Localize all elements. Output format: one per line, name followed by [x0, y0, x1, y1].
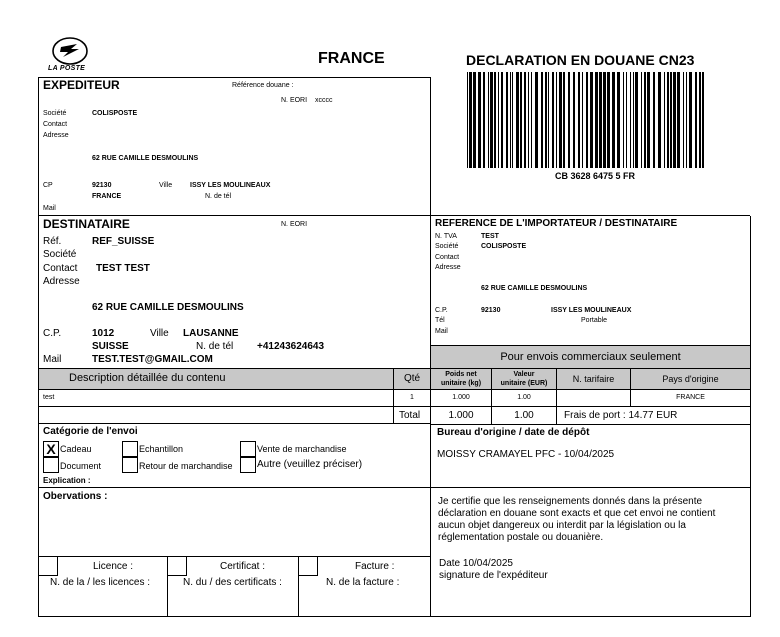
certificate-checkbox[interactable] [167, 556, 187, 576]
importer-tva-value: TEST [481, 233, 499, 240]
importer-societe-label: Société [435, 243, 459, 250]
certification-signature: signature de l'expéditeur [439, 570, 548, 581]
sender-ville-label: Ville [159, 182, 173, 189]
sale-checkbox[interactable] [240, 441, 256, 457]
total-weight: 1.000 [448, 410, 474, 421]
sender-tel-label: N. de tél [205, 193, 232, 200]
la-poste-bird-icon [46, 36, 94, 66]
importer-societe-value: COLISPOSTE [481, 243, 527, 250]
gift-label: Cadeau [60, 444, 92, 454]
table-row-origin: FRANCE [676, 394, 705, 401]
importer-address-value: 62 RUE CAMILLE DESMOULINS [481, 285, 588, 292]
sender-heading: EXPEDITEUR [43, 78, 120, 92]
recipient-ville-value: LAUSANNE [183, 328, 239, 339]
document-title: DECLARATION EN DOUANE CN23 [466, 52, 695, 68]
certificate-number-label: N. du / des certificats : [183, 577, 282, 588]
document-label: Document [60, 461, 102, 471]
sender-cp-value: 92130 [92, 182, 112, 189]
importer-tel-label: Tél [435, 317, 445, 324]
other-label: Autre (veuillez préciser) [257, 459, 363, 470]
office-heading: Bureau d'origine / date de dépôt [437, 427, 590, 438]
returned-checkbox[interactable] [122, 457, 138, 473]
licence-checkbox[interactable] [38, 556, 58, 576]
document-checkbox[interactable] [43, 457, 59, 473]
sender-eori-label: N. EORI [281, 97, 308, 104]
sender-societe-label: Société [43, 110, 67, 117]
table-header-value [492, 369, 556, 389]
certification-text: Je certifie que les renseignements donnés dans la présente déclaration en douane sont exacts et que cet envoi ne contient aucun objet dangereux ou interdit par la législation ou la réglementation postale ou douanière. [438, 496, 716, 543]
sender-mail-label: Mail [43, 205, 56, 212]
certificate-label: Certificat : [220, 561, 266, 572]
table-header-weight-line2: unitaire (kg) [440, 380, 482, 387]
recipient-ville-label: Ville [150, 328, 169, 339]
importer-tva-label: N. TVA [435, 233, 457, 240]
recipient-ref-value: REF_SUISSE [92, 236, 155, 247]
importer-city-value: ISSY LES MOULINEAUX [551, 307, 632, 314]
table-row-weight: 1.000 [452, 394, 470, 401]
importer-heading: REFERENCE DE L'IMPORTATEUR / DESTINATAIRE [435, 218, 678, 229]
recipient-societe-label: Société [43, 249, 77, 260]
explanation-label: Explication : [43, 476, 91, 485]
sample-label: Echantillon [139, 444, 184, 454]
barcode-number: CB 3628 6475 5 FR [555, 171, 636, 181]
table-header-weight [431, 369, 491, 389]
table-row-description: test [43, 394, 55, 401]
sample-checkbox[interactable] [122, 441, 138, 457]
sender-contact-label: Contact [43, 121, 68, 128]
importer-cp-value: 92130 [481, 307, 501, 314]
licence-label: Licence : [93, 561, 134, 572]
importer-mail-label: Mail [435, 328, 448, 335]
recipient-ref-label: Réf. [43, 236, 62, 247]
recipient-country-value: SUISSE [92, 341, 129, 352]
invoice-number-label: N. de la facture : [326, 577, 400, 588]
recipient-tel-value: +41243624643 [257, 341, 325, 352]
table-header-value-line2: unitaire (EUR) [500, 380, 548, 387]
table-header-qty: Qté [394, 369, 430, 389]
recipient-eori-label: N. EORI [281, 221, 308, 228]
licence-number-label: N. de la / les licences : [50, 577, 151, 588]
shipping-cost: Frais de port : 14.77 EUR [564, 410, 678, 421]
recipient-mail-label: Mail [43, 354, 62, 365]
importer-cp-label: C.P. [435, 307, 448, 314]
sale-label: Vente de marchandise [257, 444, 347, 454]
sender-cp-label: CP [43, 182, 53, 189]
table-header-description-label: Description détaillée du contenu [69, 372, 226, 384]
returned-label: Retour de marchandise [139, 461, 233, 471]
recipient-cp-label: C.P. [43, 328, 62, 339]
certification-date: Date 10/04/2025 [439, 558, 513, 569]
recipient-contact-value: TEST TEST [96, 263, 150, 274]
table-header-weight-line1: Poids net [445, 371, 477, 378]
sender-address-value: 62 RUE CAMILLE DESMOULINS [92, 155, 199, 162]
recipient-adresse-label: Adresse [43, 276, 80, 287]
table-header-origin: Pays d'origine [631, 369, 750, 389]
total-label: Total [399, 410, 421, 421]
table-row-value: 1.00 [517, 394, 531, 401]
sender-country-value: FRANCE [92, 193, 122, 200]
invoice-checkbox[interactable] [298, 556, 318, 576]
observations-heading: Obervations : [43, 491, 108, 502]
recipient-cp-value: 1012 [92, 328, 115, 339]
invoice-label: Facture : [355, 561, 395, 572]
sender-adresse-label: Adresse [43, 132, 69, 139]
importer-tel-value: Portable [581, 317, 608, 324]
total-value: 1.00 [514, 410, 534, 421]
recipient-tel-label: N. de tél [196, 341, 234, 352]
table-header-value-line1: Valeur [513, 371, 535, 378]
sender-ref-douane-label: Référence douane : [232, 82, 294, 89]
commercial-banner: Pour envois commerciaux seulement [431, 346, 750, 368]
table-row-qty: 1 [410, 394, 414, 401]
table-header-description [39, 369, 393, 389]
office-value: MOISSY CRAMAYEL PFC - 10/04/2025 [437, 449, 615, 460]
category-heading: Catégorie de l'envoi [43, 426, 138, 437]
table-header-tariff: N. tarifaire [557, 369, 630, 389]
importer-contact-label: Contact [435, 254, 460, 261]
barcode [467, 72, 707, 168]
country-title: FRANCE [318, 50, 385, 67]
recipient-mail-value: TEST.TEST@GMAIL.COM [92, 354, 213, 365]
la-poste-logo [46, 36, 94, 72]
importer-adresse-label: Adresse [435, 264, 461, 271]
sender-eori-value: xcccc [315, 97, 333, 104]
recipient-contact-label: Contact [43, 263, 78, 274]
recipient-address-value: 62 RUE CAMILLE DESMOULINS [92, 302, 244, 313]
other-checkbox[interactable] [240, 457, 256, 473]
sender-ville-value: ISSY LES MOULINEAUX [190, 182, 271, 189]
logo-text: LA POSTE [48, 65, 86, 72]
sender-societe-value: COLISPOSTE [92, 110, 138, 117]
recipient-heading: DESTINATAIRE [43, 217, 130, 231]
gift-checkbox[interactable]: X [43, 441, 59, 457]
